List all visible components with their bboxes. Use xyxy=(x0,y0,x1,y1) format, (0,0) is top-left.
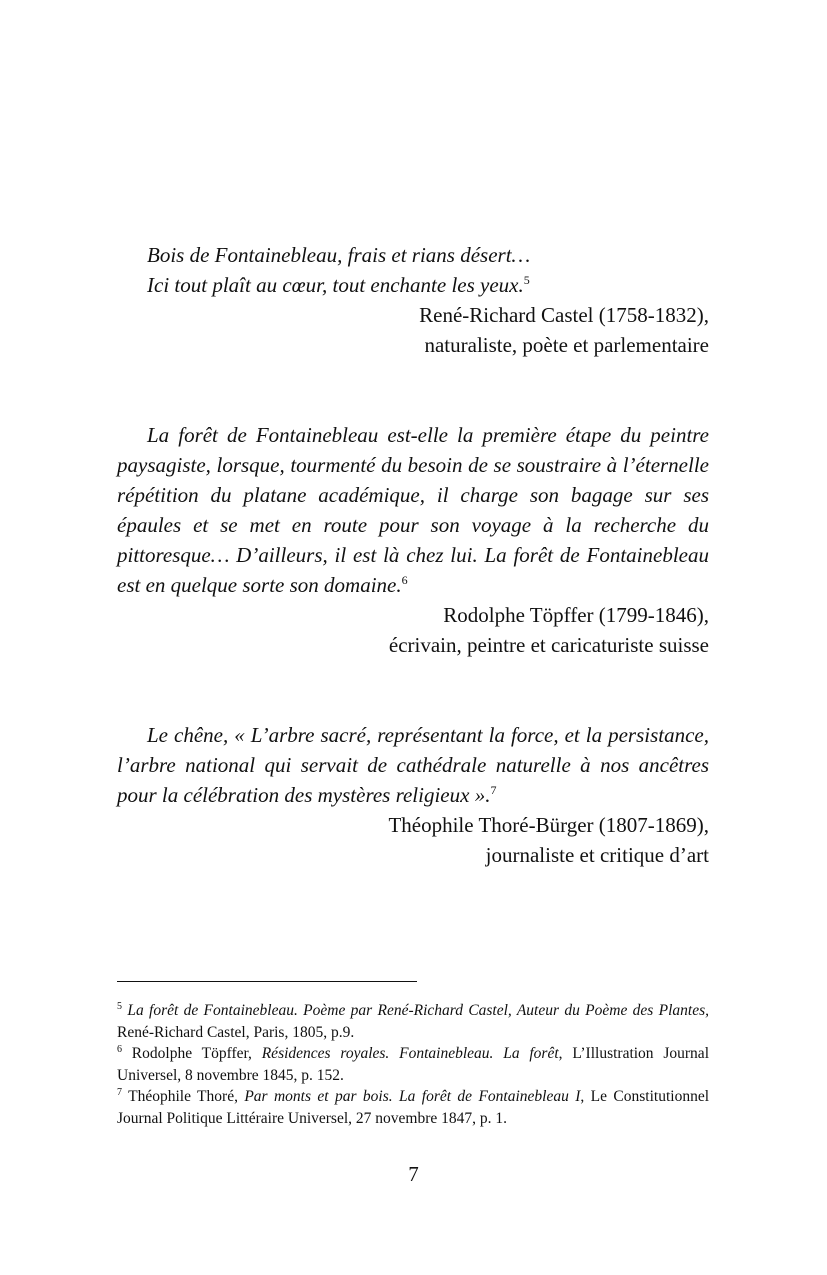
footnote-7: $^7$ Théophile Thoré, Par monts et par bois. La forêt de Fontainebleau I, Le Constitutionnel Journal Politique Littéraire Universel, 27 novembre 1847, p. 1. xyxy=(117,1086,709,1127)
epigraph-quote: La forêt de Fontainebleau est-elle la première étape du peintre paysagiste, lorsque, tourmenté du besoin de se soustraire à l’éternelle répétition du platane académique, il charge son bagage sur ses épaules et se met en route pour son voyage à la recherche du pittoresque… D’ailleurs, il est là chez lui. La forêt de Fontainebleau est en quelque sorte son domaine.$^6$ xyxy=(117,423,709,597)
footnote-ref[interactable]: 7 xyxy=(490,783,497,797)
epigraph-castel xyxy=(117,240,709,360)
page-number: 7 xyxy=(408,1162,419,1186)
epigraph-author-role: naturaliste, poète et parlementaire xyxy=(424,333,709,357)
footnotes xyxy=(117,1000,709,1129)
footnote-ref[interactable]: 5 xyxy=(523,273,530,287)
footnote-ref[interactable]: 6 xyxy=(401,573,408,587)
epigraph-thore-burger xyxy=(117,720,709,870)
footnote-6: $^6$ Rodolphe Töpffer, Résidences royales. Fontainebleau. La forêt, L’Illustration Journal Universel, 8 novembre 1845, p. 152. xyxy=(117,1043,709,1084)
footnote-5: $^5$ La forêt de Fontainebleau. Poème par René-Richard Castel, Auteur du Poème des Plantes, René-Richard Castel, Paris, 1805, p.9. xyxy=(117,1000,710,1041)
epigraph-author-role: écrivain, peintre et caricaturiste suisse xyxy=(388,633,709,657)
epigraph-author: René-Richard Castel (1758-1832), xyxy=(419,303,709,327)
verse-line: Ici tout plaît au cœur, tout enchante les yeux.$^5$ xyxy=(147,273,530,297)
epigraph-quote: Le chêne, « L’arbre sacré, représentant la force, et la persistance, l’arbre national qui servait de cathédrale naturelle à nos ancêtres pour la célébration des mystères religieux ».$^7$ xyxy=(117,723,709,807)
verse-line: Bois de Fontainebleau, frais et rians désert… xyxy=(147,243,531,267)
epigraph-author: Théophile Thoré-Bürger (1807-1869), xyxy=(388,813,709,837)
epigraph-author: Rodolphe Töpffer (1799-1846), xyxy=(443,603,709,627)
epigraph-topffer xyxy=(117,420,709,660)
footnote-separator xyxy=(117,981,417,982)
epigraph-author-role: journaliste et critique d’art xyxy=(485,843,709,867)
